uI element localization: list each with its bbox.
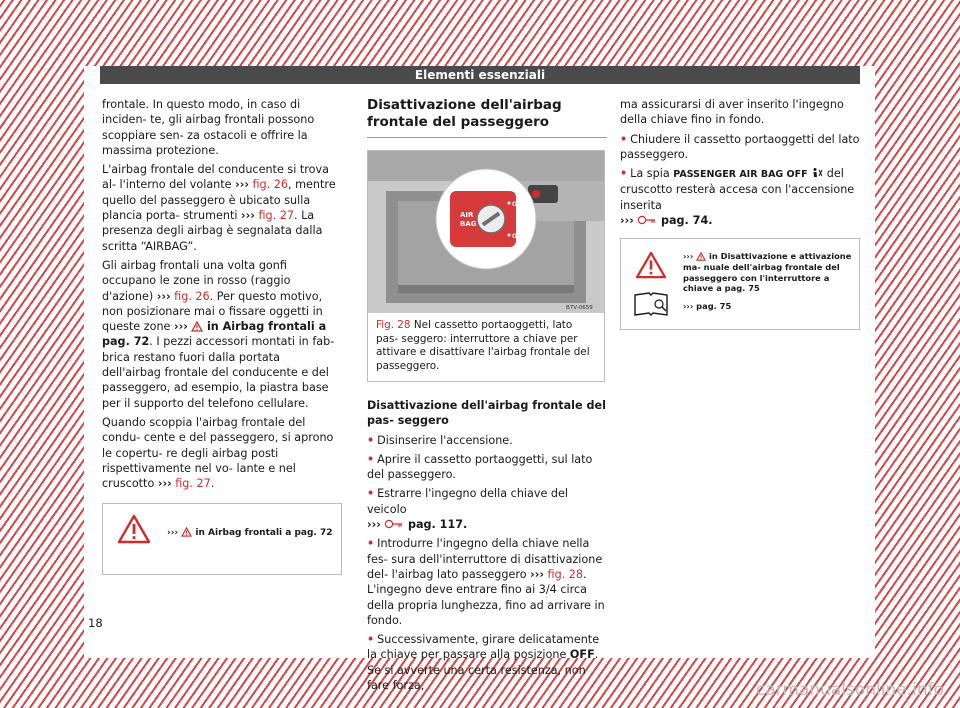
warning-box xyxy=(620,238,860,330)
warning-icon xyxy=(181,527,192,537)
on-label: ON xyxy=(512,201,523,208)
paragraph-3: Gli airbag frontali una volta gonfi occupano le zone in rosso (raggio d'azione) ››› fig. 26. Per questo motivo, non posizionare mai o fissare oggetti in queste zone ››› in Airbag frontali a pag. 72. I pezzi accessori montati in fab- brica restano fuori dalla portata dell'airbag frontale del conducente e del passeggero, ad esempio, la piastra base per il supporto del telefono cellulare. xyxy=(102,258,335,410)
note-book-icon xyxy=(631,289,671,319)
key-icon xyxy=(637,214,657,226)
list-item: • Disinserire l'accensione. xyxy=(367,433,513,447)
page-number: 18 xyxy=(88,616,103,630)
subsection-title: Disattivazione dell'airbag frontale del pas- seggero xyxy=(367,399,606,428)
link-fig-26[interactable]: fig. 26 xyxy=(252,178,289,192)
airbag-switch-illustration xyxy=(368,151,604,313)
switch-label-bag: BAG xyxy=(460,220,477,228)
warning-reference[interactable]: ››› in Airbag frontali a pag. 72 xyxy=(167,528,333,539)
warning-triangle-icon xyxy=(635,251,667,279)
warning-icon xyxy=(191,321,203,332)
link-pag-117[interactable]: pag. 117 xyxy=(407,518,464,532)
link-fig-28[interactable]: fig. 28 xyxy=(547,567,584,581)
column-1 xyxy=(102,97,342,575)
section-header: Elementi essenziali xyxy=(100,66,860,84)
figure-caption: Fig. 28 Nel cassetto portaoggetti, lato pas- seggero: interruttore a chiave per attivare e disattivare l'airbag frontale del passeggero. xyxy=(376,319,590,372)
link-fig-26[interactable]: fig. 26 xyxy=(174,289,210,303)
watermark: carmanualsonline.info xyxy=(755,680,944,700)
paragraph-1: frontale. In questo modo, in caso di inciden- te, gli airbag frontali possono scoppiare sen- za ostacoli e offrire la massima protezione. xyxy=(102,98,315,157)
warning-reference[interactable]: ››› in Disattivazione e attivazione ma- nuale dell'airbag frontale del passeggero con l'interruttore a chiave a pag. 75 xyxy=(683,251,852,294)
section-title: Disattivazione dell'airbag frontale del passeggero xyxy=(367,97,607,138)
list-item: • Estrarre l'ingegno della chiave del veicolo ››› pag. 117. xyxy=(367,487,569,532)
link-fig-27[interactable]: fig. 27 xyxy=(258,209,294,223)
figure-code: B7V-0659 xyxy=(566,305,593,311)
off-label: OFF xyxy=(512,233,526,240)
figure-28 xyxy=(367,150,605,382)
column-3 xyxy=(620,97,860,330)
indicator-label: PASSENGER AIR BAG OFF xyxy=(673,169,808,181)
list-item: • Chiudere il cassetto portaoggetti del lato passeggero. xyxy=(620,132,860,161)
list-item: • La spia PASSENGER AIR BAG OFF del cruscotto resterà accesa con l'accensione inserita ››› pag. 74. xyxy=(620,167,855,228)
switch-label-air: AIR xyxy=(460,211,474,219)
link-fig-27[interactable]: fig. 27 xyxy=(175,477,211,491)
ref-arrows: ››› xyxy=(235,178,249,192)
warning-icon xyxy=(696,252,706,261)
paragraph: ma assicurarsi di aver inserito l'ingegno della chiave fino in fondo. xyxy=(620,98,844,127)
paragraph-2: L'airbag frontale del conducente si trova al- l'interno del volante ››› fig. 26, mentre quello del passeggero è ubicato sulla plancia porta- strumenti ››› fig. 27. La presenza degli airbag è segnalata dalla scritta “AIRBAG”. xyxy=(102,163,336,253)
key-icon xyxy=(384,518,404,530)
link-airbag-frontali[interactable]: in Airbag frontali a pag. 72 xyxy=(102,320,327,349)
column-2 xyxy=(367,97,607,697)
link-pag-74[interactable]: pag. 74 xyxy=(660,214,709,228)
list-item: • Successivamente, girare delicatamente la chiave per passare alla posizione OFF. Se si avverte una certa resistenza, non fare forza, xyxy=(367,633,600,693)
warning-box xyxy=(102,503,342,575)
list-item: • Aprire il cassetto portaoggetti, sul lato del passeggero. xyxy=(367,452,593,482)
list-item: • Introdurre l'ingegno della chiave nella fes- sura dell'interruttore di disattivazione del- l'airbag lato passeggero ››› fig. 28. L'ingegno deve entrare fino ai 3/4 circa della propria lunghezza, fino ad arrivare in fondo. xyxy=(367,537,605,627)
airbag-off-icon xyxy=(811,167,823,179)
paragraph-4: Quando scoppia l'airbag frontale del condu- cente e del passeggero, si aprono le copertu- re degli airbag posti rispettivamente nel vo- lante e nel cruscotto ››› fig. 27. xyxy=(102,415,334,491)
note-reference[interactable]: ››› pag. 75 xyxy=(683,301,732,312)
warning-triangle-icon xyxy=(117,514,151,544)
